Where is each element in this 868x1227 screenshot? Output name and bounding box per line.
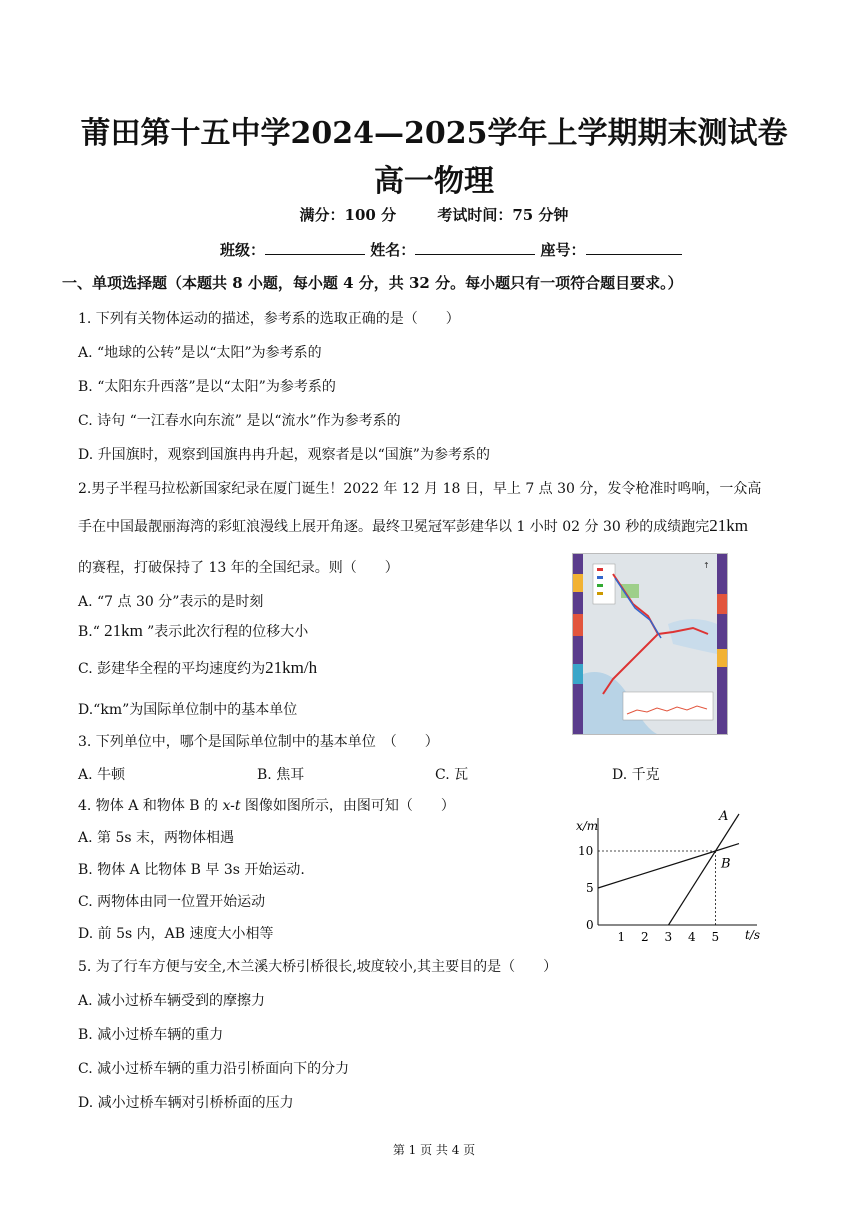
seat-blank[interactable] bbox=[586, 240, 682, 255]
q5-stem: 5. 为了行车方便与安全,木兰溪大桥引桥很长,坡度较小,其主要目的是（ ） bbox=[78, 959, 558, 975]
q4-option-c: C. 两物体由同一位置开始运动 bbox=[78, 894, 266, 910]
q5-option-c: C. 减小过桥车辆的重力沿引桥面向下的分力 bbox=[78, 1061, 350, 1077]
y-axis-label: x/m bbox=[576, 819, 599, 833]
x-tick-label: 2 bbox=[641, 930, 649, 944]
xt-graph-svg bbox=[560, 808, 770, 948]
q3-option-d: D. 千克 bbox=[612, 767, 660, 783]
q4-stem-post: 图像如图所示，由图可知（ ） bbox=[240, 798, 455, 814]
q5-option-d: D. 减小过桥车辆对引桥桥面的压力 bbox=[78, 1095, 294, 1111]
seat-label: 座号： bbox=[540, 241, 586, 259]
q4-stem bbox=[78, 795, 455, 815]
series-line-b bbox=[598, 844, 739, 888]
q4-option-d: D. 前 5s 内，AB 速度大小相等 bbox=[78, 926, 274, 942]
q5-option-b: B. 减小过桥车辆的重力 bbox=[78, 1027, 224, 1043]
q4-option-b: B. 物体 A 比物体 B 早 3s 开始运动. bbox=[78, 862, 305, 878]
q2-stem-line1: 2.男子半程马拉松新国家纪录在厦门诞生！2022 年 12 月 18 日，早上 7 点 30 分，发令枪准时鸣响，一众高 bbox=[78, 481, 762, 497]
q1-option-d: D. 升国旗时，观察到国旗冉冉升起，观察者是以“国旗”为参考系的 bbox=[78, 447, 490, 463]
exam-meta bbox=[0, 204, 868, 225]
q3-option-b: B. 焦耳 bbox=[257, 767, 305, 783]
q2-stem-line2-text: 手在中国最靓丽海湾的彩虹浪漫线上展开角逐。最终卫冕冠军彭建华以 1 小时 02 分 30 秒的成绩跑完 bbox=[78, 519, 710, 535]
marathon-route-map bbox=[572, 553, 728, 735]
q3-stem: 3. 下列单位中，哪个是国际单位制中的基本单位 （ ） bbox=[78, 734, 439, 750]
name-blank[interactable] bbox=[415, 240, 535, 255]
series-label-a: A bbox=[719, 809, 729, 824]
y-tick-label: 10 bbox=[578, 844, 594, 858]
q3-option-c: C. 瓦 bbox=[435, 767, 469, 783]
q1-option-b: B. “太阳东升西落”是以“太阳”为参考系的 bbox=[78, 379, 336, 395]
q5-option-a: A. 减小过桥车辆受到的摩擦力 bbox=[78, 993, 266, 1009]
x-tick-label: 5 bbox=[711, 930, 720, 944]
name-label: 姓名： bbox=[370, 241, 416, 259]
exam-time: 考试时间：75 分钟 bbox=[437, 206, 569, 224]
q2-option-c bbox=[78, 658, 317, 678]
q2-option-b-post: ”表示此次行程的位移大小 bbox=[147, 624, 309, 640]
section-heading: 一、单项选择题（本题共 8 小题，每小题 4 分，共 32 分。每小题只有一项符合题目要求。） bbox=[62, 274, 683, 292]
q2-option-a: A. “7 点 30 分”表示的是时刻 bbox=[78, 594, 264, 610]
class-blank[interactable] bbox=[265, 240, 365, 255]
x-tick-label: 1 bbox=[617, 930, 626, 944]
q2-option-d: D.“km”为国际单位制中的基本单位 bbox=[78, 702, 298, 718]
student-info-line bbox=[220, 239, 682, 260]
y-tick-label: 5 bbox=[586, 881, 594, 895]
x-tick-label: 3 bbox=[664, 930, 673, 944]
exam-subject: 高一物理 bbox=[374, 164, 494, 199]
q3-option-a: A. 牛顿 bbox=[78, 767, 126, 783]
x-axis-label: t/s bbox=[745, 928, 761, 942]
map-illustration bbox=[573, 554, 727, 734]
class-label: 班级： bbox=[220, 241, 266, 259]
q1-option-a: A. “地球的公转”是以“太阳”为参考系的 bbox=[78, 345, 322, 361]
q4-option-a: A. 第 5s 末，两物体相遇 bbox=[78, 830, 235, 846]
q2-option-b-pre: B.“ bbox=[78, 624, 100, 640]
q2-option-c-pre: C. 彭建华全程的平均速度约为 bbox=[78, 661, 266, 677]
svg-text:↑: ↑ bbox=[703, 561, 710, 570]
q2-option-c-value: 21km/h bbox=[265, 658, 318, 677]
q2-distance: 21km bbox=[709, 516, 748, 535]
q4-stem-var: x-t bbox=[222, 798, 241, 814]
x-tick-label: 4 bbox=[688, 930, 696, 944]
full-score: 满分：100 分 bbox=[299, 206, 397, 224]
q2-option-b bbox=[78, 621, 308, 641]
page-footer: 第 1 页 共 4 页 bbox=[392, 1143, 476, 1157]
exam-title: 莆田第十五中学2024—2025学年上学期期末测试卷 bbox=[80, 116, 788, 151]
series-label-b: B bbox=[721, 856, 731, 872]
q4-stem-pre: 4. 物体 A 和物体 B 的 bbox=[78, 798, 223, 814]
q1-stem: 1. 下列有关物体运动的描述，参考系的选取正确的是（ ） bbox=[78, 311, 460, 327]
q2-option-b-value: 21km bbox=[99, 621, 148, 640]
q2-stem-line2 bbox=[78, 516, 748, 536]
y-tick-label: 0 bbox=[586, 918, 594, 932]
q2-stem-line3: 的赛程，打破保持了 13 年的全国纪录。则（ ） bbox=[78, 560, 399, 576]
xt-graph bbox=[560, 808, 770, 952]
q1-option-c: C. 诗句 “一江春水向东流” 是以“流水”作为参考系的 bbox=[78, 413, 401, 429]
